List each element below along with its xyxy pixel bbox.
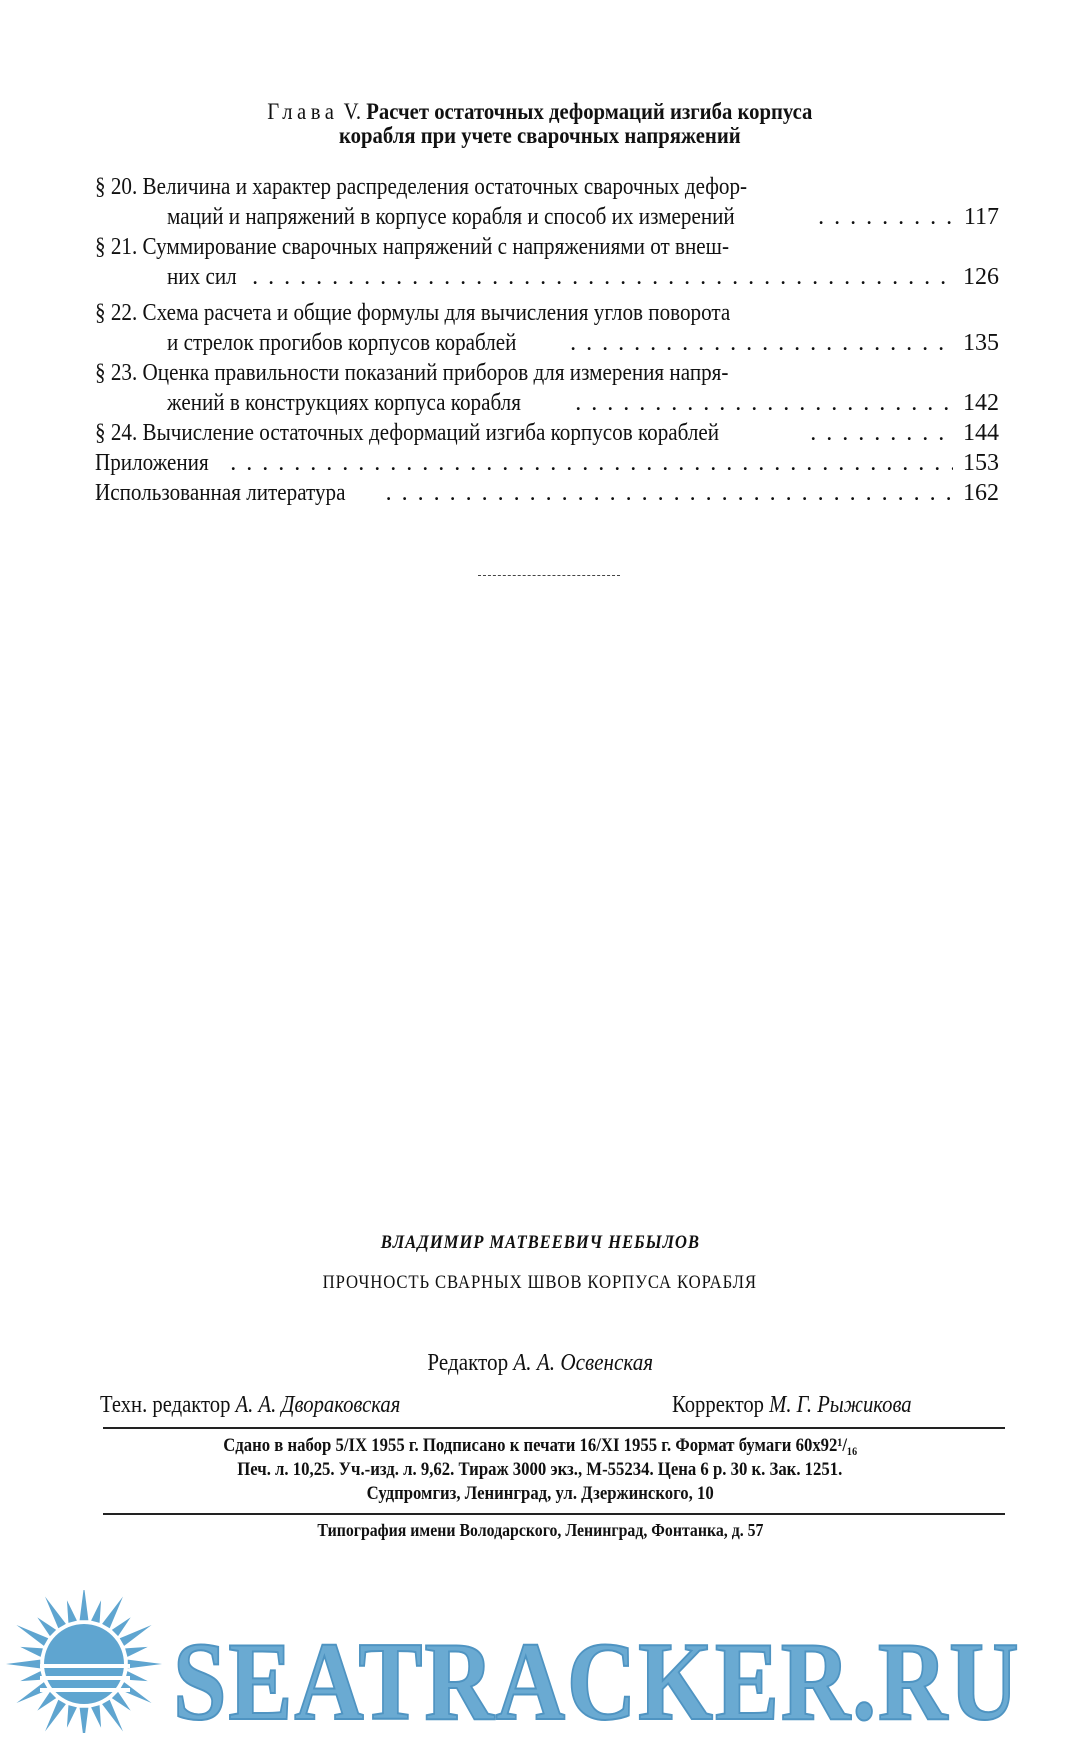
watermark: SEATRACKER.RU (173, 1620, 1021, 1744)
corrector-label: Корректор (672, 1392, 765, 1418)
toc-entry-title: Схема расчета и общие формулы для вычисления углов поворота (142, 300, 731, 326)
toc-page-number: 135 (963, 330, 999, 356)
imprint-line-3 (0, 1483, 1080, 1505)
corrector-name: М. Г. Рыжикова (769, 1392, 912, 1418)
toc-page-number: 142 (963, 390, 999, 416)
printer-line (0, 1520, 1080, 1541)
chapter-title-line2: корабля при учете сварочных напряжений (339, 123, 741, 148)
toc-entry-title-cont: жений в конструкциях корпуса корабля (167, 390, 521, 416)
toc-page-number: 153 (963, 450, 999, 476)
toc-entry-22 (95, 298, 999, 358)
toc-section-number: § 22. (95, 300, 138, 326)
imprint-text: Печ. л. 10,25. Уч.-изд. л. 9,62. Тираж 3000 экз., М-55234. Цена 6 р. 30 к. Зак. 1251. (237, 1459, 843, 1480)
printer-text: Типография имени Володарского, Ленинград, Фонтанка, д. 57 (316, 1520, 764, 1540)
toc-section-number: § 20. (95, 174, 138, 200)
toc-entry-title-cont: маций и напряжений в корпусе корабля и способ их измерений (167, 204, 735, 230)
toc-page-number: 117 (963, 204, 999, 230)
author-text: ВЛАДИМИР МАТВЕЕВИЧ НЕБЫЛОВ (380, 1232, 700, 1253)
editor-name: А. А. Освенская (513, 1350, 653, 1376)
sun-logo-icon (0, 1590, 165, 1733)
tech-editor-label: Техн. редактор (100, 1392, 231, 1418)
editor-line (0, 1350, 1080, 1377)
toc-section-number: § 24. (95, 420, 138, 446)
toc-page-number: 162 (963, 480, 999, 506)
chapter-heading (0, 100, 1080, 148)
toc-section-number: § 21. (95, 234, 138, 260)
section-divider (478, 575, 620, 576)
corrector-line (672, 1392, 912, 1419)
toc-section-number: § 23. (95, 360, 138, 386)
toc-entry-title-cont: и стрелок прогибов корпусов кораблей (167, 330, 517, 356)
chapter-label: Глава (267, 99, 339, 124)
toc-entry-24 (95, 418, 999, 448)
toc-entry-23 (95, 358, 999, 418)
editor-label: Редактор (427, 1350, 508, 1376)
imprint-line-1 (0, 1435, 1080, 1457)
toc-entry-title-cont: них сил (167, 264, 237, 290)
toc-entry-appendices (95, 448, 999, 478)
toc-entry-title: Суммирование сварочных напряжений с напряжениями от внеш- (142, 234, 729, 260)
imprint-line-2 (0, 1459, 1080, 1481)
toc-entry-title: Величина и характер распределения остаточных сварочных дефор- (142, 174, 748, 200)
imprint-rule-top (103, 1427, 1005, 1429)
toc-entry-title: Приложения (95, 450, 209, 476)
tech-editor-name: А. А. Двораковская (235, 1392, 401, 1418)
table-of-contents (95, 172, 999, 508)
toc-entry-title: Вычисление остаточных деформаций изгиба корпусов кораблей (142, 420, 720, 446)
book-title (0, 1272, 1080, 1294)
chapter-title-line1: Расчет остаточных деформаций изгиба корпуса (366, 99, 813, 124)
toc-page-number: 126 (963, 264, 999, 290)
toc-entry-20 (95, 172, 999, 232)
imprint-text: Сдано в набор 5/IX 1955 г. Подписано к печати 16/XI 1955 г. Формат бумаги 60x92¹/₁₆ (223, 1435, 857, 1456)
tech-editor-line (100, 1392, 400, 1419)
toc-entry-references (95, 478, 999, 508)
chapter-number: V. (343, 99, 362, 124)
book-title-text: ПРОЧНОСТЬ СВАРНЫХ ШВОВ КОРПУСА КОРАБЛЯ (322, 1272, 758, 1293)
imprint-rule-bottom (103, 1513, 1005, 1515)
toc-page-number: 144 (963, 420, 999, 446)
toc-entry-title: Использованная литература (95, 480, 346, 506)
imprint-text: Судпромгиз, Ленинград, ул. Дзержинского, 10 (366, 1483, 714, 1504)
toc-entry-21 (95, 232, 999, 292)
toc-entry-title: Оценка правильности показаний приборов для измерения напря- (142, 360, 729, 386)
author-name (0, 1232, 1080, 1254)
